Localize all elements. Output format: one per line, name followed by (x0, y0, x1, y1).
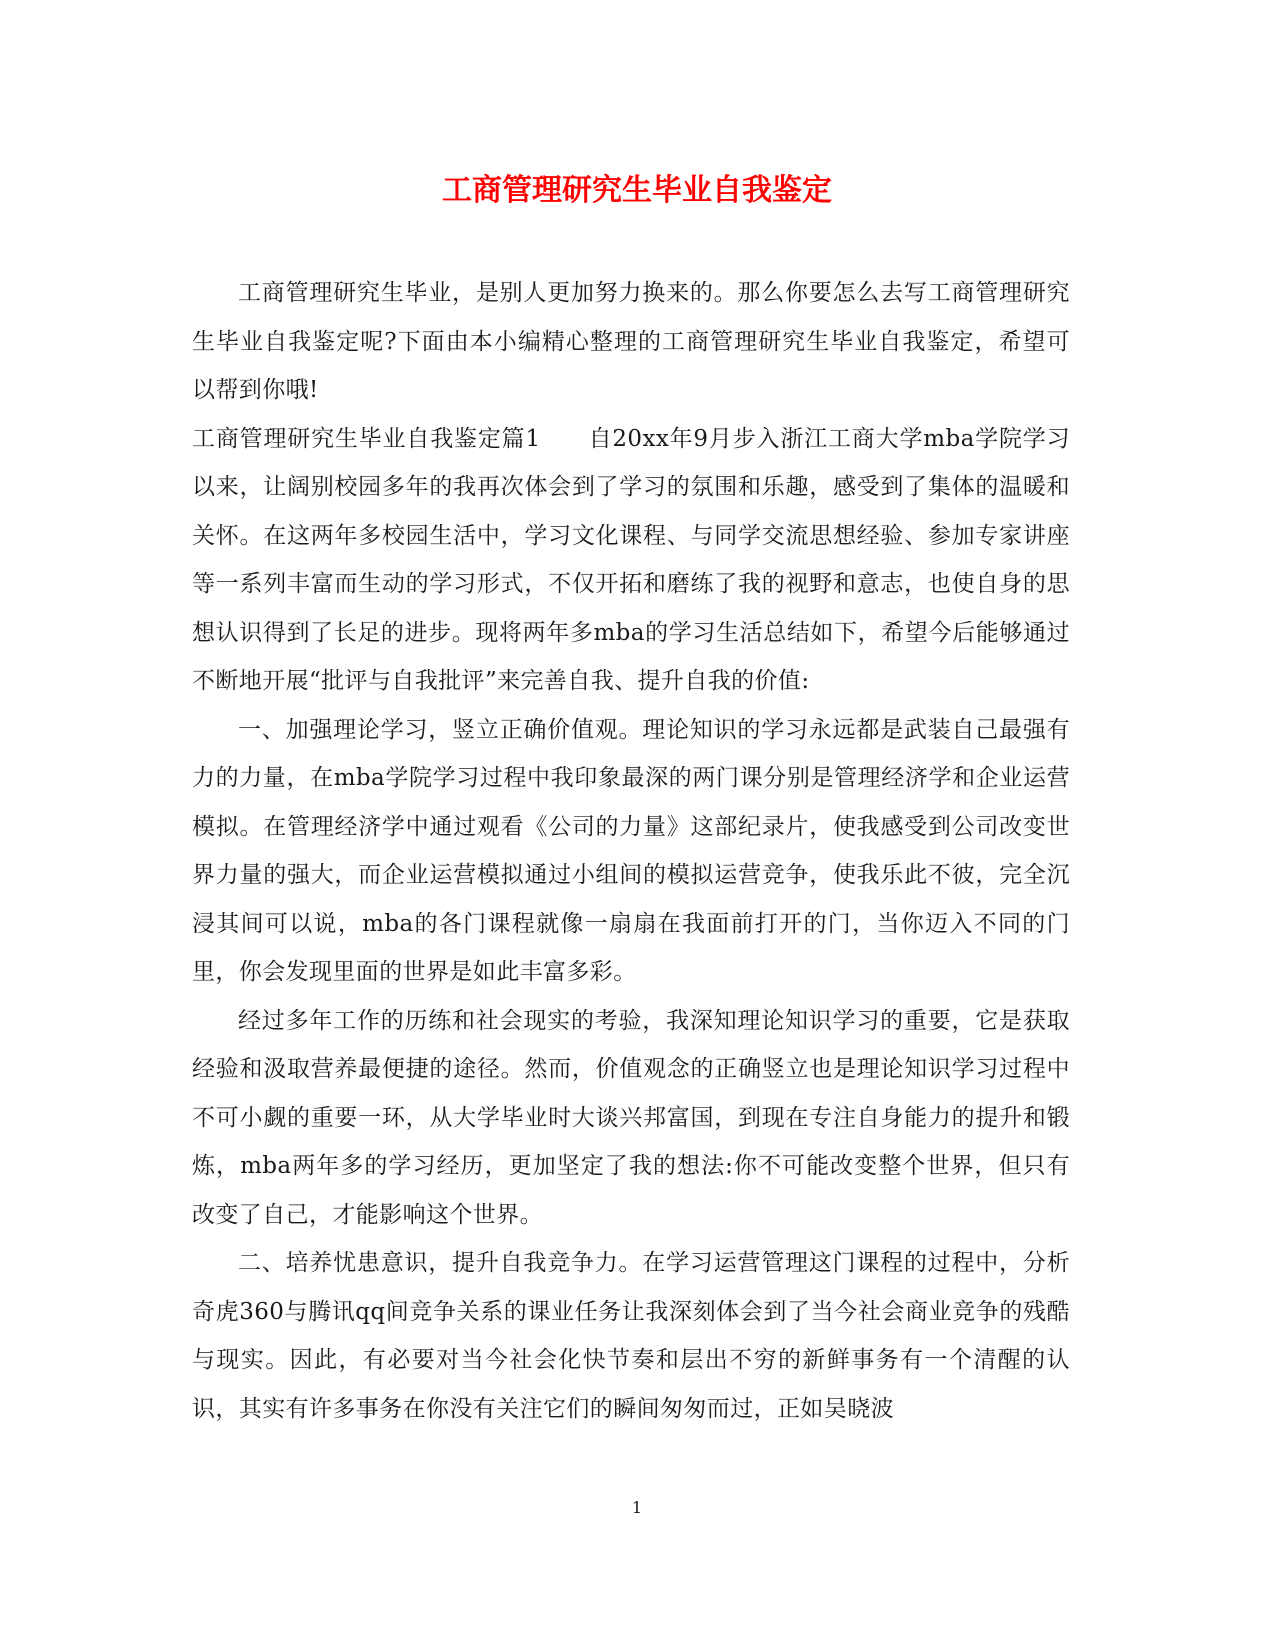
section-1-paragraph: 工商管理研究生毕业自我鉴定篇1 自20xx年9月步入浙江工商大学mba学院学习以来，让阔别校园多年的我再次体会到了学习的氛围和乐趣，感受到了集体的温暖和关怀。在这两年多校园生活中，学习文化课程、与同学交流思想经验、参加专家讲座等一系列丰富而生动的学习形式，不仅开拓和磨练了我的视野和意志，也使自身的思想认识得到了长足的进步。现将两年多mba的学习生活总结如下，希望今后能够通过不断地开展“批评与自我批评”来完善自我、提升自我的价值: (192, 425, 1070, 694)
experience-paragraph: 经过多年工作的历练和社会现实的考验，我深知理论知识学习的重要，它是获取经验和汲取营养最便捷的途径。然而，价值观念的正确竖立也是理论知识学习过程中不可小觑的重要一环，从大学毕业时大谈兴邦富国，到现在专注自身能力的提升和锻炼，mba两年多的学习经历，更加坚定了我的想法:你不可能改变整个世界，但只有改变了自己，才能影响这个世界。 (192, 1007, 1070, 1228)
point-2-paragraph: 二、培养忧患意识，提升自我竞争力。在学习运营管理这门课程的过程中，分析奇虎360与腾讯qq间竞争关系的课业任务让我深刻体会到了当今社会商业竞争的残酷与现实。因此，有必要对当今社会化快节奏和层出不穷的新鲜事务有一个清醒的认识，其实有许多事务在你没有关注它们的瞬间匆匆而过，正如吴晓波 (192, 1250, 1070, 1422)
intro-paragraph: 工商管理研究生毕业，是别人更加努力换来的。那么你要怎么去写工商管理研究生毕业自我鉴定呢?下面由本小编精心整理的工商管理研究生毕业自我鉴定，希望可以帮到你哦! (192, 280, 1070, 403)
document-body (192, 269, 1070, 1433)
document-title: 工商管理研究生毕业自我鉴定 (442, 173, 832, 208)
page-number: 1 (631, 1498, 643, 1517)
point-1-paragraph: 一、加强理论学习，竖立正确价值观。理论知识的学习永远都是武装自己最强有力的力量，在mba学院学习过程中我印象最深的两门课分别是管理经济学和企业运营模拟。在管理经济学中通过观看《公司的力量》这部纪录片，使我感受到公司改变世界力量的强大，而企业运营模拟通过小组间的模拟运营竞争，使我乐此不彼，完全沉浸其间可以说，mba的各门课程就像一扇扇在我面前打开的门，当你迈入不同的门里，你会发现里面的世界是如此丰富多彩。 (192, 716, 1070, 985)
